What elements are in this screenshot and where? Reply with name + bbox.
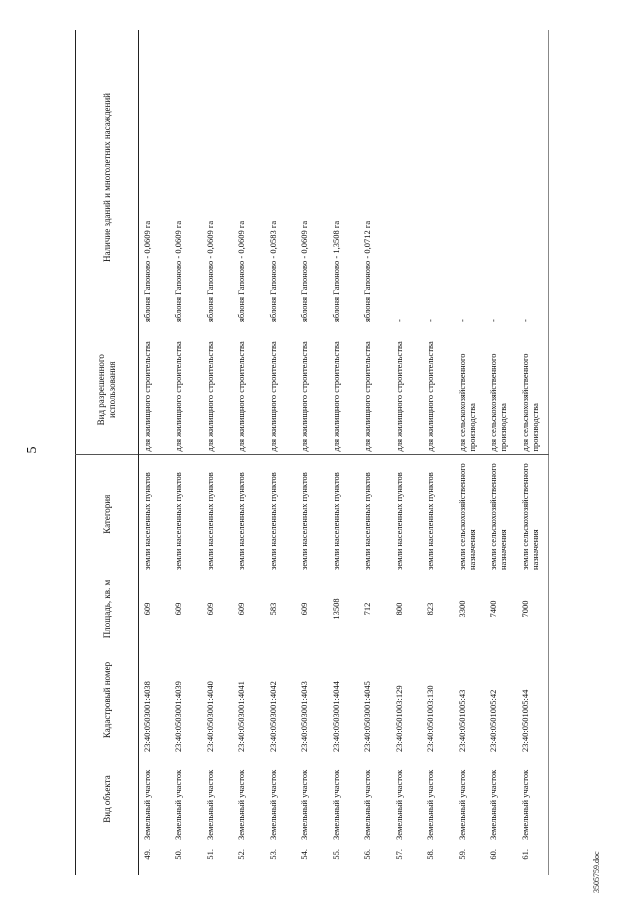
permitted-use-cell: для жилищного строительства [422,325,454,455]
header-category: Категория [76,455,139,573]
table-row [265,30,297,875]
table-body [139,30,549,875]
row-number: 49. [142,849,152,860]
footer-filename: 3505759.doc [592,851,601,893]
buildings-cell: яблоня Гапоново - 0,0609 га [299,220,309,322]
buildings-cell: яблоня Гапоново - 0,0609 га [204,220,215,322]
row-number: 50. [173,849,183,860]
area-cell: 609 [173,602,183,616]
area-cell: 583 [267,602,278,616]
permitted-use-cell: для жилищного строительства [170,325,202,455]
buildings-cell: яблоня Гапоново - 0,0583 га [267,220,278,322]
cadastral-number-cell: 23:40:0501005:42 [488,689,498,752]
area-cell: 7400 [488,600,498,618]
area-cell: 609 [142,602,152,616]
table-row [454,30,486,875]
category-cell: земли населенных пунктов [391,455,423,573]
cadastral-number-cell: 23:40:0501005:43 [456,689,467,752]
area-cell: 609 [299,602,309,616]
permitted-use-cell: для жилищного строительства [233,325,265,455]
category-cell: земли населенных пунктов [139,455,171,573]
permitted-use-cell: для жилищного строительства [139,325,171,455]
table-row [233,30,265,875]
buildings-cell: - [488,319,498,322]
cadastral-number-cell: 23:40:0501003:130 [425,685,435,752]
cadastral-number-cell: 23:40:0503001:4038 [142,681,152,752]
table-row [202,30,234,875]
category-cell: земли сельскохозяйственного назначения [485,455,517,573]
header-num [76,843,139,875]
object-type-cell: Земельный участок [299,769,309,840]
row-number: 58. [425,849,435,860]
cadastral-number-cell: 23:40:0503001:4045 [362,681,372,752]
table-row [422,30,454,875]
row-number: 52. [236,849,246,860]
row-number: 55. [330,849,341,860]
cadastral-number-cell: 23:40:0503001:4043 [299,681,309,752]
buildings-cell: - [393,319,404,322]
row-number: 54. [299,849,309,860]
permitted-use-cell: для жилищного строительства [265,325,297,455]
object-type-cell: Земельный участок [267,769,278,840]
object-type-cell: Земельный участок [236,769,246,840]
cadastral-number-cell: 23:40:0503001:4039 [173,681,183,752]
buildings-cell: - [425,319,435,322]
category-cell: земли населенных пунктов [296,455,328,573]
area-cell: 823 [425,602,435,616]
object-type-cell: Земельный участок [362,769,372,840]
object-type-cell: Земельный участок [173,769,183,840]
category-cell: земли населенных пунктов [422,455,454,573]
category-cell: земли населенных пунктов [328,455,360,573]
buildings-cell: яблоня Гапоново - 1,3508 га [330,220,341,322]
header-buildings: Наличие зданий и многолетних насаждений [76,30,139,325]
area-cell: 609 [204,602,215,616]
table-row [391,30,423,875]
permitted-use-cell: для жилищного строительства [202,325,234,455]
buildings-cell: яблоня Гапоново - 0,0609 га [142,220,152,322]
header-area: Площадь, кв. м [76,573,139,645]
table-row [485,30,517,875]
area-cell: 609 [236,602,246,616]
table-row [170,30,202,875]
buildings-cell: яблоня Гапоново - 0,0609 га [173,220,183,322]
permitted-use-cell: для сельскохозяйственного производства [485,325,517,455]
cadastral-number-cell: 23:40:0501003:129 [393,685,404,752]
table-row [296,30,328,875]
row-number: 53. [267,849,278,860]
object-type-cell: Земельный участок [393,769,404,840]
area-cell: 800 [393,602,404,616]
table-row [359,30,391,875]
buildings-cell: яблоня Гапоново - 0,0609 га [236,220,246,322]
category-cell: земли населенных пунктов [359,455,391,573]
area-cell: 3300 [456,600,467,618]
land-plots-table [75,30,549,875]
row-number: 56. [362,849,372,860]
area-cell: 13508 [330,598,341,620]
cadastral-number-cell: 23:40:0503001:4040 [204,681,215,752]
object-type-cell: Земельный участок [519,769,530,840]
category-cell: земли населенных пунктов [265,455,297,573]
row-number: 61. [519,849,530,860]
permitted-use-cell: для сельскохозяйственного производства [454,325,486,455]
object-type-cell: Земельный участок [488,769,498,840]
area-cell: 7000 [519,600,530,618]
header-cadastral-number: Кадастровый номер [76,645,139,755]
buildings-cell: - [519,319,530,322]
header-permitted-use: Вид разрешенного использования [76,325,139,455]
permitted-use-cell: для жилищного строительства [359,325,391,455]
permitted-use-cell: для жилищного строительства [296,325,328,455]
table-row [517,30,549,875]
cadastral-number-cell: 23:40:0503001:4041 [236,681,246,752]
row-number: 57. [393,849,404,860]
category-cell: земли сельскохозяйственного назначения [517,455,549,573]
row-number: 60. [488,849,498,860]
permitted-use-cell: для сельскохозяйственного производства [517,325,549,455]
page-number: 5 [25,446,40,454]
cadastral-number-cell: 23:40:0501005:44 [519,689,530,752]
table-header [76,30,139,875]
header-object-type: Вид объекта [76,755,139,843]
object-type-cell: Земельный участок [204,769,215,840]
permitted-use-cell: для жилищного строительства [328,325,360,455]
table-row [139,30,171,875]
object-type-cell: Земельный участок [330,769,341,840]
cadastral-number-cell: 23:40:0503001:4044 [330,681,341,752]
buildings-cell: яблоня Гапоново - 0,0712 га [362,220,372,322]
category-cell: земли населенных пунктов [202,455,234,573]
object-type-cell: Земельный участок [425,769,435,840]
category-cell: земли сельскохозяйственного назначения [454,455,486,573]
category-cell: земли населенных пунктов [170,455,202,573]
object-type-cell: Земельный участок [456,769,467,840]
permitted-use-cell: для жилищного строительства [391,325,423,455]
buildings-cell: - [456,319,467,322]
object-type-cell: Земельный участок [142,769,152,840]
row-number: 59. [456,849,467,860]
table-row [328,30,360,875]
category-cell: земли населенных пунктов [233,455,265,573]
cadastral-number-cell: 23:40:0503001:4042 [267,681,278,752]
row-number: 51. [204,849,215,860]
area-cell: 712 [362,602,372,616]
